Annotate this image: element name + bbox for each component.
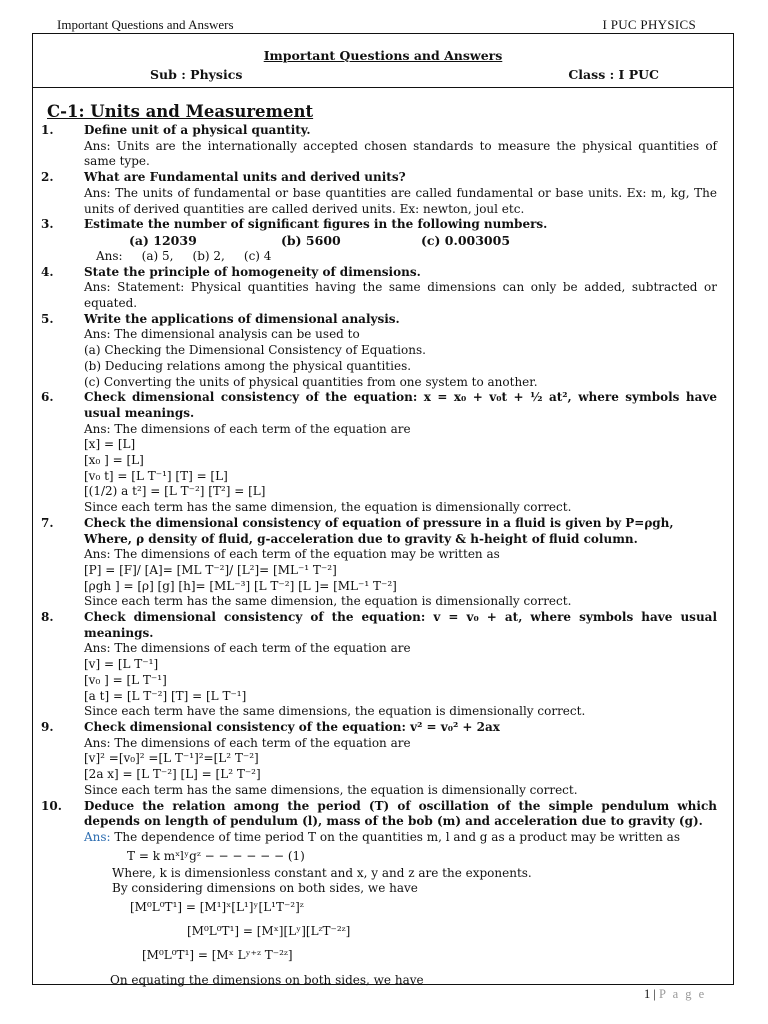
answer-6: Ans: The dimensions of each term of the equation are xyxy=(84,421,411,436)
question-text: Check dimensional consistency of the equation: v = v₀ + at, where symbols have usual meanings. xyxy=(84,610,717,640)
document-header xyxy=(33,34,733,88)
question-number: 10. xyxy=(41,798,62,813)
answer-line: [P] = [F]/ [A]= [ML T⁻²]/ [L²]= [ML⁻¹ T⁻²] xyxy=(84,562,337,577)
running-header-right: I PUC PHYSICS xyxy=(602,17,696,32)
question-number: 8. xyxy=(41,610,54,625)
answer-line: [a t] = [L T⁻²] [T] = [L T⁻¹] xyxy=(84,688,247,703)
running-header-left: Important Questions and Answers xyxy=(57,17,234,32)
question-number: 3. xyxy=(41,217,54,232)
question-text: Check the dimensional consistency of equation of pressure in a fluid is given by P=ρgh, xyxy=(84,515,674,530)
question-8 xyxy=(41,610,717,641)
answer-line: On equating the dimensions on both sides, we have xyxy=(110,973,424,987)
question-text: Define unit of a physical quantity. xyxy=(84,123,311,137)
answer-line: [v₀ ] = [L T⁻¹] xyxy=(84,672,167,687)
question-1 xyxy=(41,123,717,139)
answer-line: [v]² =[v₀]² =[L T⁻¹]²=[L² T⁻²] xyxy=(84,751,259,766)
answer-line: (c) Converting the units of physical quantities from one system to another. xyxy=(84,374,538,389)
answer-line: [x] = [L] xyxy=(84,437,136,452)
question-text: Check dimensional consistency of the equation: v² = v₀² + 2ax xyxy=(84,720,500,734)
option-a: (a) 12039 xyxy=(129,232,197,248)
question-4 xyxy=(41,264,717,281)
equation-3: [M⁰L⁰T¹] = [Mˣ][Lʸ][LᶻT⁻²ᶻ] xyxy=(187,924,351,938)
question-9 xyxy=(41,720,717,736)
equation-2: [M⁰L⁰T¹] = [M¹]ˣ[L¹]ʸ[L¹T⁻²]ᶻ xyxy=(130,900,304,914)
answer-2: Ans: The units of fundamental or base quantities are called fundamental or base units. Ex: m, kg, The units of derived quantities are called derived units. Ex: newton, joul etc. xyxy=(84,185,717,216)
question-text: What are Fundamental units and derived units? xyxy=(84,170,406,185)
question-number: 2. xyxy=(41,170,54,185)
answer-line: Where, k is dimensionless constant and x, y and z are the exponents. xyxy=(112,865,532,880)
question-number: 6. xyxy=(41,390,54,405)
running-header xyxy=(57,17,696,33)
question-text: Estimate the number of significant figures in the following numbers. xyxy=(84,217,548,232)
answer-8: Ans: The dimensions of each term of the equation are xyxy=(84,641,411,656)
page-label: P a g e xyxy=(659,987,707,1001)
question-text: Write the applications of dimensional analysis. xyxy=(84,311,400,326)
question-number: 5. xyxy=(41,311,54,326)
question-number: 1. xyxy=(41,123,54,137)
question-5 xyxy=(41,311,717,328)
question-text: Check dimensional consistency of the equation: x = x₀ + v₀t + ½ at², where symbols have usual meanings. xyxy=(84,390,717,420)
answer-line: Since each term has the same dimension, the equation is dimensionally correct. xyxy=(84,594,572,609)
answer-text: The dependence of time period T on the quantities m, l and g as a product may be written as xyxy=(110,829,680,844)
question-text: Deduce the relation among the period (T) of oscillation of the simple pendulum which depends on length of pendulum (l), mass of the bob (m) and acceleration due to gravity (g). xyxy=(84,798,717,829)
answer-line: [(1/2) a t²] = [L T⁻²] [T²] = [L] xyxy=(84,484,266,499)
answer-9: Ans: The dimensions of each term of the equation are xyxy=(84,735,411,750)
answer-line: Since each term has the same dimensions, the equation is dimensionally correct. xyxy=(84,782,578,797)
answer-line: Since each term have the same dimensions, the equation is dimensionally correct. xyxy=(84,704,586,719)
answer-7: Ans: The dimensions of each term of the equation may be written as xyxy=(84,547,500,562)
answer-4: Ans: Statement: Physical quantities having the same dimensions can only be added, subtracted or equated. xyxy=(84,280,717,311)
answer-line: (b) Deducing relations among the physical quantities. xyxy=(84,358,412,373)
answer-10 xyxy=(47,830,717,846)
document-body xyxy=(41,102,717,989)
answer-5: Ans: The dimensional analysis can be used to xyxy=(84,327,360,342)
answer-line: (a) Checking the Dimensional Consistency of Equations. xyxy=(84,343,426,358)
answer-line: [x₀ ] = [L] xyxy=(84,453,144,468)
answer-line: [2a x] = [L T⁻²] [L] = [L² T⁻²] xyxy=(84,767,261,782)
class-label: Class : I PUC xyxy=(568,67,659,82)
question-number: 7. xyxy=(41,515,54,530)
question-3-options xyxy=(47,233,717,249)
subject-label: Sub : Physics xyxy=(150,67,243,82)
document-title: Important Questions and Answers xyxy=(263,48,503,63)
question-6 xyxy=(41,390,717,421)
question-number: 9. xyxy=(41,720,54,734)
chapter-title: C-1: Units and Measurement xyxy=(47,102,314,121)
question-2 xyxy=(41,170,717,186)
question-10 xyxy=(41,798,717,830)
answer-label: Ans: xyxy=(84,829,111,844)
option-c: (c) 0.003005 xyxy=(421,232,511,248)
page-frame xyxy=(32,33,734,985)
answer-1: Ans: Units are the internationally accepted chosen standards to measure the physical quantities of same type. xyxy=(84,138,717,169)
equation-4: [M⁰L⁰T¹] = [Mˣ Lʸ⁺ᶻ T⁻²ᶻ] xyxy=(142,948,293,962)
question-number: 4. xyxy=(41,264,54,279)
answer-line: [v] = [L T⁻¹] xyxy=(84,657,159,672)
question-3 xyxy=(41,217,717,233)
page-footer xyxy=(644,987,706,1002)
answer-line: [ρgh ] = [ρ] [g] [h]= [ML⁻³] [L T⁻²] [L ]= [ML⁻¹ T⁻²] xyxy=(84,578,397,593)
question-7-continued: Where, ρ density of fluid, g-acceleration due to gravity & h-height of fluid column. xyxy=(84,531,638,546)
answer-line: Since each term has the same dimension, the equation is dimensionally correct. xyxy=(84,500,572,515)
answer-3: Ans: (a) 5, (b) 2, (c) 4 xyxy=(96,248,272,263)
question-text: State the principle of homogeneity of dimensions. xyxy=(84,264,421,279)
question-7 xyxy=(41,515,717,532)
option-b: (b) 5600 xyxy=(281,232,341,248)
equation-1: T = k mˣlʸgᶻ − − − − − − (1) xyxy=(127,848,305,863)
page-number: 1 | xyxy=(644,987,660,1001)
answer-line: By considering dimensions on both sides, we have xyxy=(112,881,418,896)
answer-line: [v₀ t] = [L T⁻¹] [T] = [L] xyxy=(84,468,228,483)
